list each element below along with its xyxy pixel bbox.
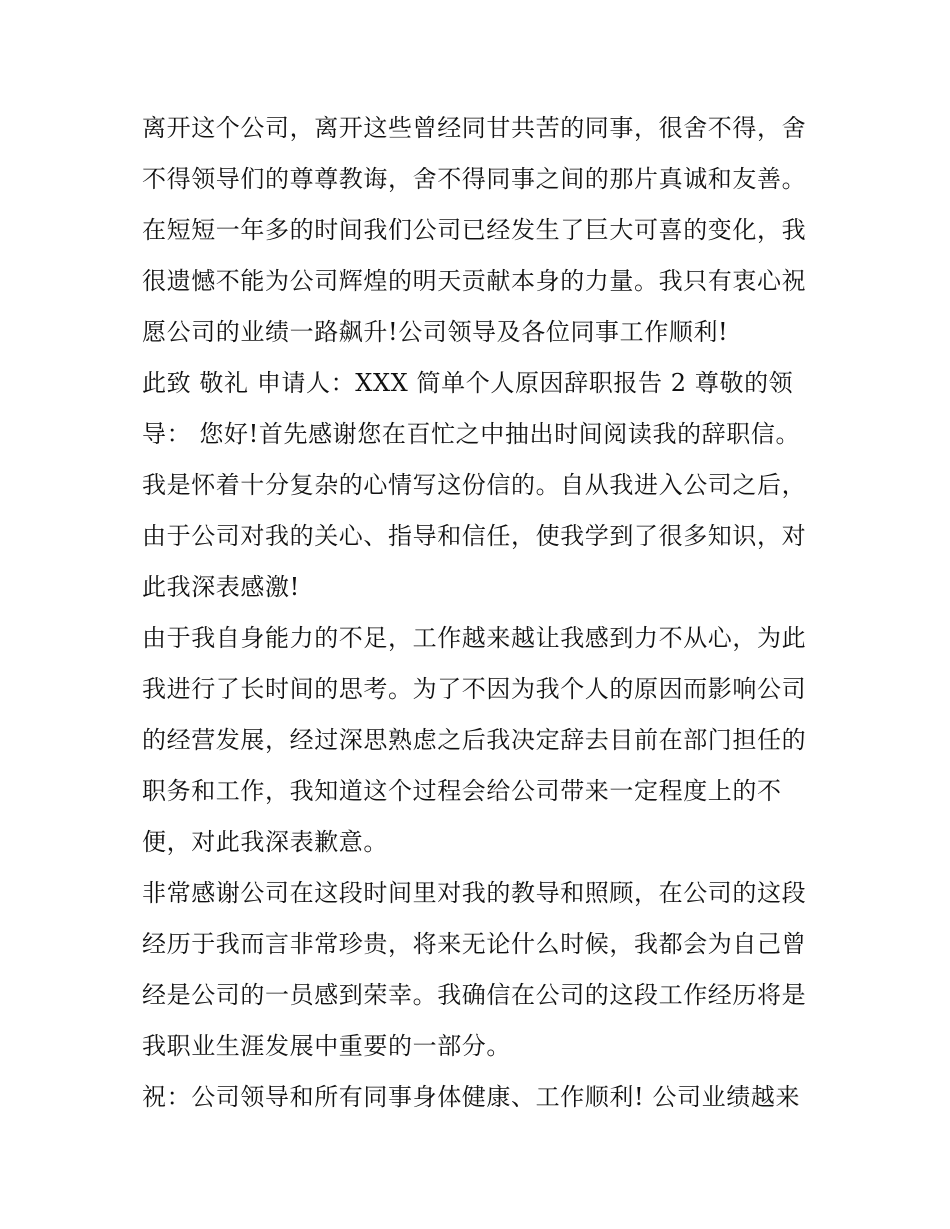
text-line: 我职业生涯发展中重要的一部分。 — [142, 1032, 511, 1060]
text-line: 由于我自身能力的不足，工作越来越让我感到力不从心，为此 — [142, 624, 807, 652]
text-line: 很遗憾不能为公司辉煌的明天贡献本身的力量。我只有衷心祝 — [142, 267, 807, 295]
text-line: 祝：公司领导和所有同事身体健康、工作顺利! 公司业绩越来 — [142, 1083, 801, 1111]
text-line: 便，对此我深表歉意。 — [142, 828, 388, 856]
text-line: 我是怀着十分复杂的心情写这份信的。自从我进入公司之后， — [142, 471, 807, 499]
text-line: 导： 您好!首先感谢您在百忙之中抽出时间阅读我的辞职信。 — [142, 420, 801, 448]
text-line: 非常感谢公司在这段时间里对我的教导和照顾，在公司的这段 — [142, 879, 807, 907]
text-line: 经是公司的一员感到荣幸。我确信在公司的这段工作经历将是 — [142, 981, 807, 1009]
text-line: 在短短一年多的时间我们公司已经发生了巨大可喜的变化，我 — [142, 216, 807, 244]
text-line: 我进行了长时间的思考。为了不因为我个人的原因而影响公司 — [142, 675, 807, 703]
text-line: 此我深表感激! — [142, 573, 300, 601]
text-line: 经历于我而言非常珍贵，将来无论什么时候，我都会为自己曾 — [142, 930, 807, 958]
text-line: 不得领导们的尊尊教诲，舍不得同事之间的那片真诚和友善。 — [142, 165, 807, 193]
text-line: 由于公司对我的关心、指导和信任，使我学到了很多知识，对 — [142, 522, 807, 550]
text-line: 离开这个公司，离开这些曾经同甘共苦的同事，很舍不得，舍 — [142, 114, 807, 142]
text-line: 职务和工作，我知道这个过程会给公司带来一定程度上的不 — [142, 777, 782, 805]
text-line: 此致 敬礼 申请人：XXX 简单个人原因辞职报告 2 尊敬的领 — [142, 369, 794, 397]
text-line: 的经营发展，经过深思熟虑之后我决定辞去目前在部门担任的 — [142, 726, 807, 754]
text-line: 愿公司的业绩一路飙升!公司领导及各位同事工作顺利! — [142, 318, 729, 346]
